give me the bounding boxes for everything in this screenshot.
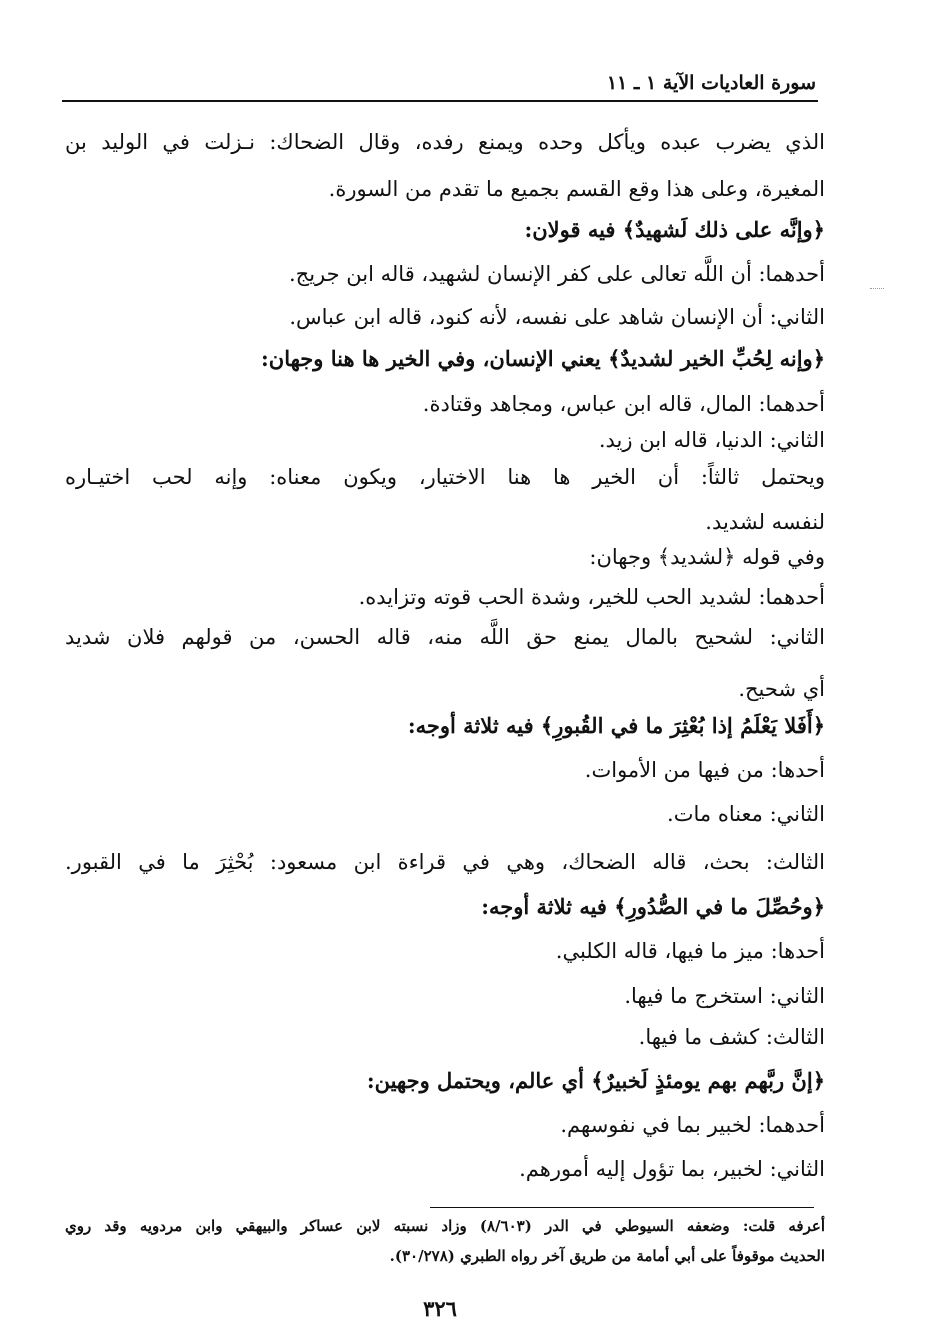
text-line: لنفسه لشديد.: [705, 510, 825, 534]
text-line: أحدهما: لخبير بما في نفوسهم.: [560, 1113, 825, 1137]
text-line: الثاني: لشحيح بالمال يمنع حق اللَّه منه، قاله الحسن، من قولهم فلان شديد: [65, 625, 825, 649]
text-line: الثاني: أن الإنسان شاهد على نفسه، لأنه كنود، قاله ابن عباس.: [289, 305, 825, 329]
verse-heading: ﴿وإنه لِحُبِّ الخير لشديدٌ﴾ يعني الإنسان، وفي الخير ها هنا وجهان:: [261, 346, 825, 371]
text-line: الذي يضرب عبده ويأكل وحده ويمنع رفده، وقال الضحاك: نـزلت في الوليد بن: [65, 130, 825, 154]
text-line: أحدها: من فيها من الأموات.: [584, 758, 825, 782]
text-line: المغيرة، وعلى هذا وقع القسم بجميع ما تقدم من السورة.: [328, 177, 825, 201]
verse-heading: ﴿وإنَّه على ذلك لَشهيدٌ﴾ فيه قولان:: [524, 217, 825, 242]
running-header: سورة العاديات الآية ١ ـ ١١: [606, 72, 816, 94]
text-line: الثالث: بحث، قاله الضحاك، وهي في قراءة ابن مسعود: بُحْثِرَ ما في القبور.: [65, 850, 825, 874]
text-line: أحدهما: المال، قاله ابن عباس، ومجاهد وقتادة.: [422, 392, 825, 416]
text-line: أحدها: ميز ما فيها، قاله الكلبي.: [555, 939, 825, 963]
verse-heading: ﴿وحُصِّلَ ما في الصُّدُورِ﴾ فيه ثلاثة أوجه:: [481, 894, 825, 919]
footnote-line: أعرفه قلت: وضعفه السيوطي في الدر (٨/٦٠٣) وزاد نسبته لابن عساكر والبيهقي وابن مردويه وقد روي: [65, 1217, 825, 1235]
text-line: الثاني: معناه مات.: [667, 802, 825, 826]
text-line: أحدهما: لشديد الحب للخير، وشدة الحب قوته وتزايده.: [358, 585, 825, 609]
verse-heading: ﴿أَفَلا يَعْلَمُ إذا بُعْثِرَ ما في القُبورِ﴾ فيه ثلاثة أوجه:: [407, 713, 825, 738]
text-line: ويحتمل ثالثاً: أن الخير ها هنا الاختيار، ويكون معناه: وإنه لحب اختيـاره: [65, 465, 825, 489]
page-number: ٣٢٦: [423, 1296, 457, 1321]
header-rule: [62, 100, 818, 102]
text-line: أي شحيح.: [738, 677, 825, 701]
text-line: الثاني: الدنيا، قاله ابن زيد.: [598, 428, 825, 452]
scan-speck: [870, 288, 884, 289]
text-line: الثاني: استخرج ما فيها.: [624, 984, 825, 1008]
verse-heading: ﴿إنَّ ربَّهم بهم يومئذٍ لَخبيرٌ﴾ أي عالم، ويحتمل وجهين:: [366, 1068, 825, 1093]
text-line: وفي قوله ﴿لشديد﴾ وجهان:: [589, 545, 825, 569]
footnote-rule: [430, 1207, 814, 1208]
text-line: الثالث: كشف ما فيها.: [638, 1025, 825, 1049]
text-line: أحدهما: أن اللَّه تعالى على كفر الإنسان لشهيد، قاله ابن جريج.: [288, 262, 825, 286]
text-line: الثاني: لخبير، بما تؤول إليه أمورهم.: [519, 1157, 825, 1181]
footnote-line: الحديث موقوفاً على أبي أمامة من طريق آخر رواه الطبري (٣٠/٢٧٨).: [389, 1247, 825, 1265]
